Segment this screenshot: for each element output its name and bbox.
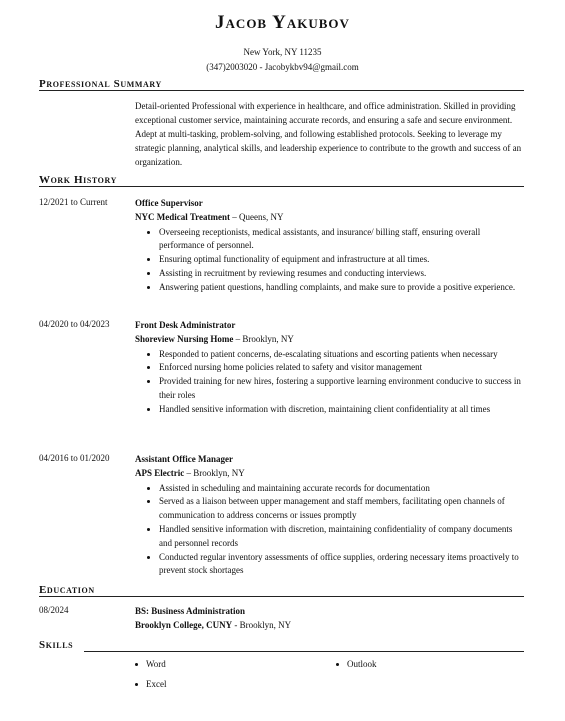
work-section-title: Work History: [39, 174, 123, 186]
education-section-header: [39, 584, 524, 598]
job-bullet: • Answering patient questions, handling complaints, and make sure to provide a positive experience.: [159, 281, 525, 295]
work-section-header: [39, 174, 524, 188]
section-divider: [84, 651, 524, 652]
education-school: Brooklyn College, CUNY: [135, 619, 233, 630]
summary-section-title: Professional Summary: [39, 78, 168, 90]
bullet-dot: [135, 663, 138, 666]
job-location: – Brooklyn, NY: [184, 467, 245, 478]
job-bullets: [135, 226, 525, 295]
job-bullets: [135, 482, 525, 579]
job-bullet: • Handled sensitive information with discretion, maintaining confidentiality of company documents and personnel records: [159, 523, 525, 551]
skill-item: [336, 659, 377, 669]
job-company: APS Electric: [135, 467, 185, 478]
skills-section-header: [39, 639, 524, 653]
job-body: [135, 197, 525, 295]
job-bullet: • Overseeing receptionists, medical assistants, and insurance/ billing staff, ensuring overall performance of personnel.: [159, 226, 525, 254]
education-section-title: Education: [39, 584, 101, 596]
job-location: – Brooklyn, NY: [233, 333, 294, 344]
skill-item: [135, 679, 167, 689]
education-degree: [135, 605, 525, 619]
bullet-dot: [135, 683, 138, 686]
address-line: New York, NY 11235: [243, 47, 322, 57]
job-body: [135, 453, 525, 578]
skills-section-title: Skills: [39, 639, 79, 651]
summary-text: Detail-oriented Professional with experience in healthcare, and office administration. Skilled in providing exceptional customer service, maintaining accurate records, and ensuring a safe and secure environment. Adept at multi-tasking, problem-solving, and following established protocols. Seeking to leverage my strategic planning, analytical skills, and leadership experience to contribute to the growth and success of an organization.: [135, 101, 522, 167]
section-divider: [39, 90, 524, 91]
job-bullet: • Responded to patient concerns, de-escalating situations and escorting patients when necessary: [159, 348, 525, 362]
contact-line: (347)2003020 - Jacobykbv94@gmail.com: [206, 62, 359, 72]
education-body: [135, 605, 525, 633]
job-dates: 04/2020 to 04/2023: [39, 319, 110, 329]
education-date: 08/2024: [39, 605, 69, 615]
degree-prefix: BS: [135, 606, 147, 616]
section-divider: [39, 596, 524, 597]
summary-section-header: [39, 78, 524, 92]
job-title: Front Desk Administrator: [135, 320, 236, 330]
skill-label: Excel: [146, 679, 167, 689]
skill-item: [135, 659, 166, 669]
skill-label: Outlook: [347, 659, 377, 669]
job-company: NYC Medical Treatment: [135, 211, 230, 222]
job-location: – Queens, NY: [229, 211, 284, 222]
skill-label: Word: [146, 659, 166, 669]
education-location: - Brooklyn, NY: [232, 619, 292, 630]
job-company-line: [135, 211, 525, 225]
education-school-line: [135, 619, 525, 633]
job-bullet: • Served as a liaison between upper management and staff members, facilitating open channels of communication to address concerns or issues promptly: [159, 495, 525, 523]
candidate-name: Jacob Yakubov: [215, 12, 350, 33]
job-bullet: • Ensuring optimal functionality of equipment and infrastructure at all times.: [159, 253, 525, 267]
job-bullet: • Handled sensitive information with discretion, maintaining client confidentiality at all times: [159, 403, 525, 417]
job-company-line: [135, 467, 525, 481]
job-bullet: • Assisted in scheduling and maintaining accurate records for documentation: [159, 482, 525, 496]
job-company: Shoreview Nursing Home: [135, 333, 234, 344]
bullet-dot: [336, 663, 339, 666]
job-bullet: • Enforced nursing home policies related to safety and visitor management: [159, 361, 525, 375]
job-title: Office Supervisor: [135, 198, 203, 208]
job-bullet: • Provided training for new hires, fostering a supportive learning environment conducive to success in their roles: [159, 375, 525, 403]
job-bullet: • Conducted regular inventory assessments of office supplies, ordering necessary items proactively to prevent stock shortages: [159, 551, 525, 579]
section-divider: [39, 186, 524, 187]
job-dates: 04/2016 to 01/2020: [39, 453, 110, 463]
job-company-line: [135, 333, 525, 347]
job-bullet: • Assisting in recruitment by reviewing resumes and conducting interviews.: [159, 267, 525, 281]
job-bullets: [135, 348, 525, 417]
job-body: [135, 319, 525, 417]
job-dates: 12/2021 to Current: [39, 197, 108, 207]
degree-field: : Business Administration: [146, 606, 246, 616]
job-title: Assistant Office Manager: [135, 454, 233, 464]
